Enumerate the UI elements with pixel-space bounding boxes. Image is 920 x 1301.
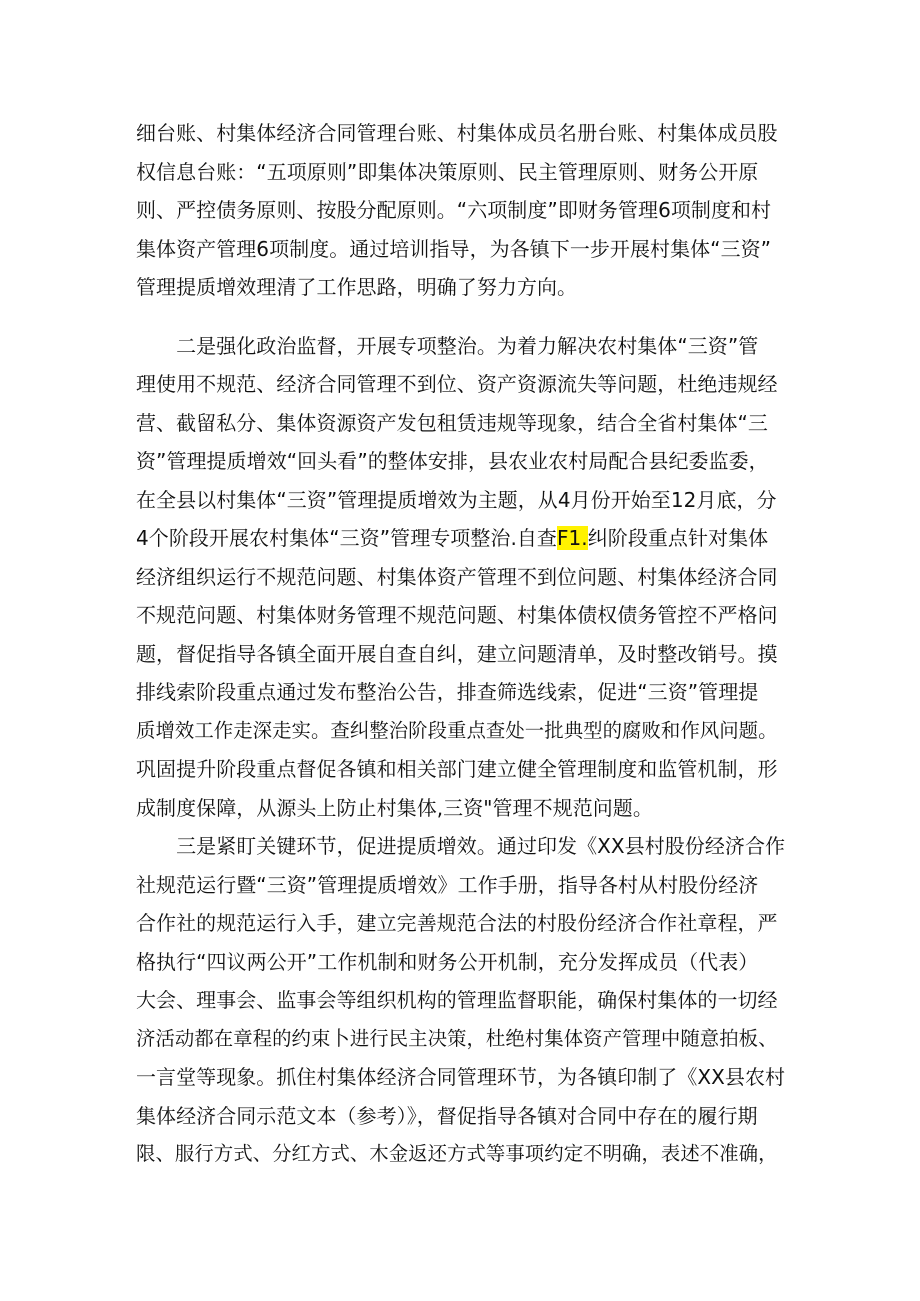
paragraph-2 — [136, 327, 796, 828]
text-line: 排线索阶段重点通过发布整治公告，排查筛选线索，促进“三资”管理提 — [136, 680, 759, 704]
text-line: 合作社的规范运行入手，建立完善规范合法的村股份经济合作社章程，严 — [136, 911, 778, 935]
text-line: 经济组织运行不规范问题、村集体资产管理不到位问题、村集体经济合同 — [136, 564, 778, 589]
text-line: 题，督促指导各镇全面开展自查自纠，建立问题清单，及时整改销号。摸 — [136, 641, 778, 666]
highlighted-text: F1. — [556, 526, 588, 550]
text-line: 管理提质增效理清了工作思路，明确了努力方向。 — [136, 275, 578, 299]
text-line: 不规范问题、村集体财务管理不规范问题、村集体债权债务管控不严格问 — [136, 603, 778, 627]
text-line: 限、服行方式、分红方式、木金返还方式等事项约定不明确，表述不准确， — [136, 1142, 778, 1165]
text-line: 理使用不规范、经济合同管理不到位、资产资源流失等问题，杜绝违规经 — [136, 372, 778, 396]
text-segment: 纠阶段重点针对集体 — [587, 526, 769, 550]
text-line: 大会、理事会、监事会等组织机构的管理监督职能，确保村集体的一切经 — [136, 988, 778, 1012]
paragraph-1 — [136, 114, 796, 307]
text-line: 则、严控债务原则、按股分配原则。“六项制度”即财务管理6项制度和村 — [136, 198, 772, 222]
text-line: 在全县以村集体“三资”管理提质增效为主题，从4月份开始至12月底，分 — [136, 487, 777, 512]
text-line: 资”管理提质增效“回头看”的整体安排，县农业农村局配合县纪委监委， — [136, 449, 769, 473]
text-line: 社规范运行暨“三资”管理提质增效》工作手册，指导各村从村股份经济 — [136, 872, 759, 897]
text-line: 营、截留私分、集体资源资产发包租赁违规等现象，结合全省村集体“三 — [136, 410, 768, 435]
text-line: 集体经济合同示范文本（参考）》，督促指导各镇对合同中存在的履行期 — [136, 1103, 758, 1128]
text-line: 三是紧盯关键环节，促进提质增效。通过印发《XX县村股份经济合作 — [136, 834, 786, 858]
text-line: 权信息台账：“五项原则”即集体决策原则、民主管理原则、财务公开原 — [136, 159, 759, 184]
paragraph-3 — [136, 827, 796, 1174]
text-line: 二是强化政治监督，开展专项整治。为着力解决农村集体“三资”管 — [136, 333, 759, 358]
text-segment: 4个阶段开展农村集体“三资”管理专项整治.自查 — [136, 526, 557, 550]
text-line: 集体资产管理6项制度。通过培训指导，为各镇下一步开展村集体“三资” — [136, 236, 772, 261]
text-line: 细台账、村集体经济合同管理台账、村集体成员名册台账、村集体成员股 — [136, 121, 778, 145]
document-body — [136, 114, 796, 1174]
text-line: 质增效工作走深走实。查纠整治阶段重点查处一批典型的腐败和作风问题。 — [136, 718, 778, 742]
text-line: 成制度保障，从源头上防止村集体,三资"管理不规范问题。 — [136, 795, 653, 820]
text-line: 格执行“四议两公开”工作机制和财务公开机制，充分发挥成员（代表） — [136, 949, 759, 974]
paragraph-gap — [136, 307, 796, 327]
text-line: 巩固提升阶段重点督促各镇和相关部门建立健全管理制度和监管机制，形 — [136, 757, 778, 781]
text-line-with-highlight — [136, 519, 796, 558]
text-line: 济活动都在章程的约束卜进行民主决策，杜绝村集体资产管理中随意拍板、 — [136, 1026, 778, 1050]
text-line: 一言堂等现象。抓住村集体经济合同管理环节，为各镇印制了《XX县农村 — [136, 1065, 786, 1089]
